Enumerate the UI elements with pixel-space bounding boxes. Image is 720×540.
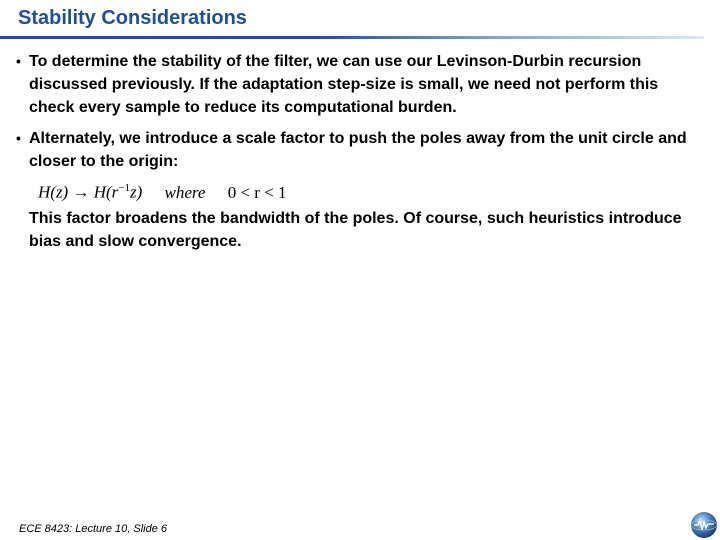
equation-condition: 0 < r < 1 — [227, 182, 287, 202]
slide-title: Stability Considerations — [18, 7, 247, 29]
bullet-marker: • — [16, 130, 21, 146]
bullet-1-text: To determine the stability of the filter, we can use our Levinson-Durbin recursion discussed previously. If the adaptation step-size is small, we need not perform this check every sample to reduce its computational burden. — [29, 53, 659, 116]
title-underline — [0, 36, 704, 39]
bullet-2-text: Alternately, we introduce a scale factor to push the poles away from the unit circle and closer to the origin: — [29, 130, 687, 170]
equation-where: where — [164, 182, 206, 202]
bullet-1 — [16, 50, 696, 119]
globe-logo-icon — [690, 511, 718, 539]
bullet-2 — [16, 127, 696, 173]
followup-paragraph: This factor broadens the bandwidth of the poles. Of course, such heuristics introduce bias and slow convergence. — [29, 210, 682, 250]
equation-rhs-prefix: H(r — [93, 182, 119, 202]
scale-factor-equation — [38, 182, 287, 203]
equation-rhs-exponent: −1 — [118, 182, 130, 194]
equation-arrow: → — [72, 182, 90, 202]
bullet-marker: • — [16, 53, 21, 69]
equation-rhs-suffix: z) — [130, 182, 143, 202]
equation-lhs: H(z) — [38, 182, 69, 202]
slide-footer: ECE 8423: Lecture 10, Slide 6 — [19, 523, 167, 535]
